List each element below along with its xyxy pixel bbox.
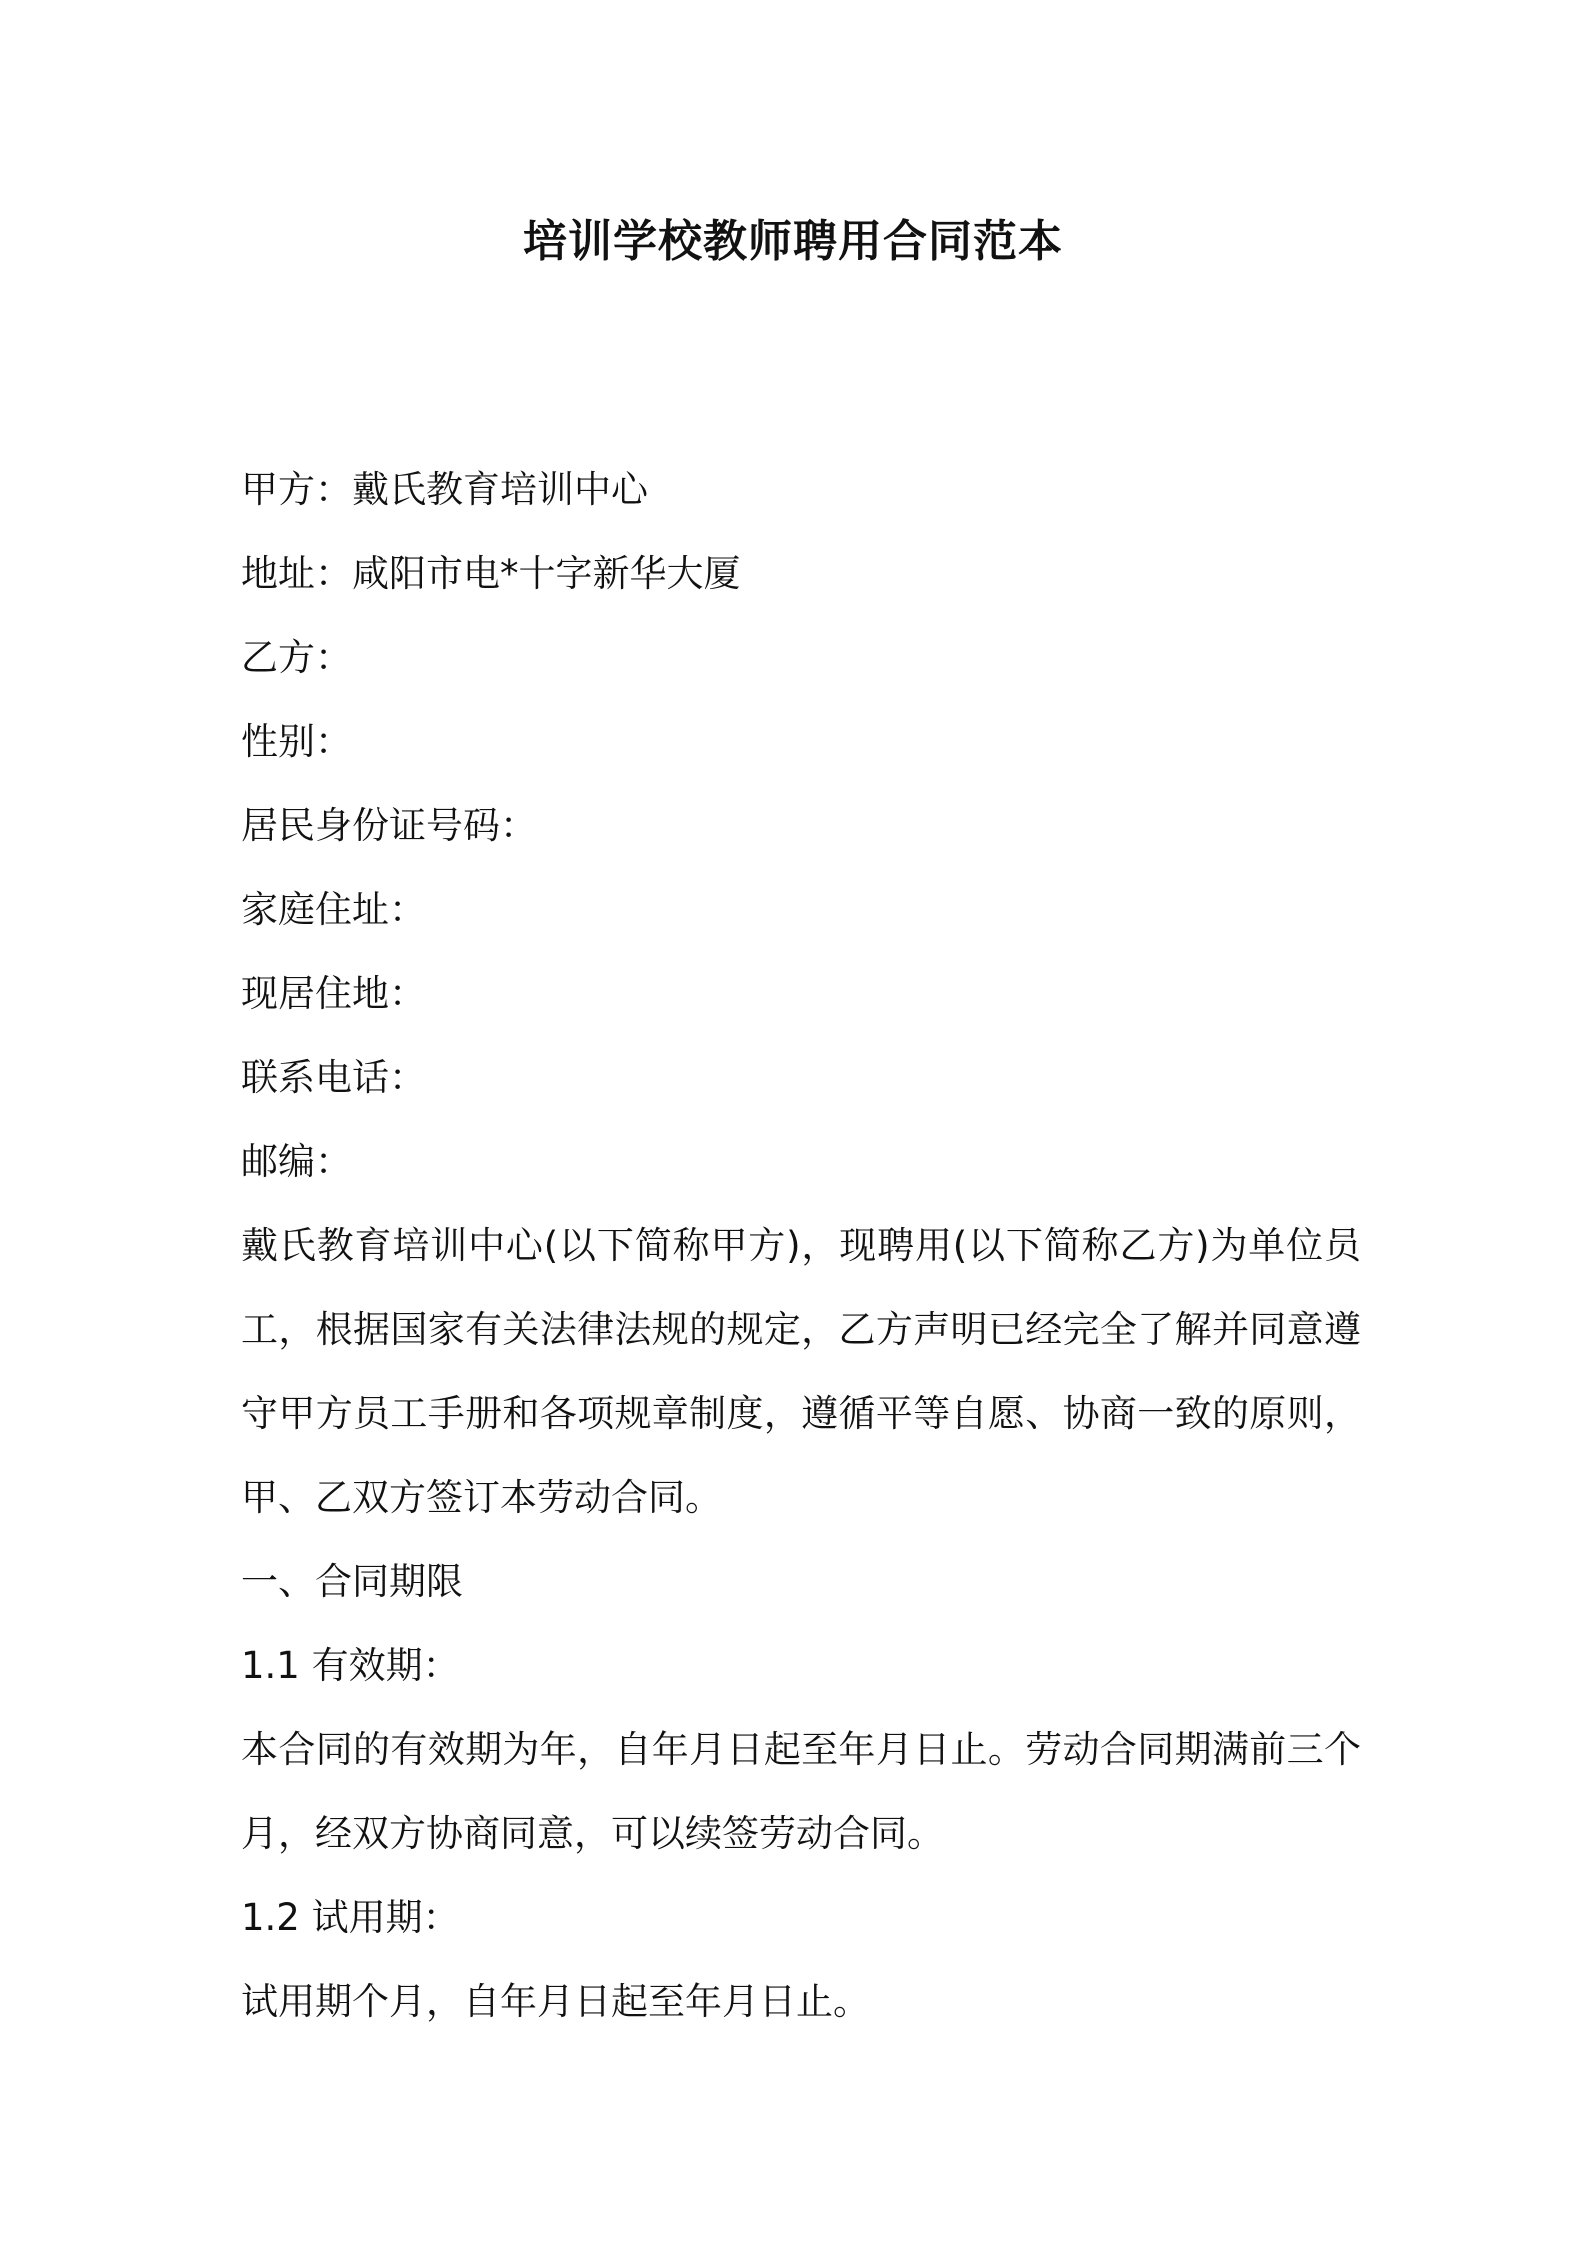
postcode-line: 邮编： bbox=[241, 1140, 352, 1183]
address-line: 地址：咸阳市电*十字新华大厦 bbox=[241, 552, 741, 595]
id-number-line: 居民身份证号码： bbox=[241, 804, 537, 847]
section-1-heading: 一、合同期限 bbox=[241, 1560, 463, 1603]
home-address-line: 家庭住址： bbox=[241, 888, 426, 931]
document-title: 培训学校教师聘用合同范本 bbox=[523, 216, 1063, 267]
clause-1-1-text: 本合同的有效期为年，自年月日起至年月日止。劳动合同期满前三个月，经双方协商同意，可以续签劳动合同。 bbox=[241, 1728, 1361, 1855]
clause-1-2-text: 试用期个月，自年月日起至年月日止。 bbox=[241, 1980, 870, 2023]
party-a-line: 甲方：戴氏教育培训中心 bbox=[241, 468, 648, 511]
gender-line: 性别： bbox=[241, 720, 352, 763]
phone-line: 联系电话： bbox=[241, 1056, 426, 1099]
clause-1-1-heading: 1.1 有效期： bbox=[241, 1644, 460, 1687]
party-b-line: 乙方： bbox=[241, 636, 352, 679]
current-address-line: 现居住地： bbox=[241, 972, 426, 1015]
intro-paragraph: 戴氏教育培训中心(以下简称甲方)，现聘用(以下简称乙方)为单位员工，根据国家有关法律法规的规定，乙方声明已经完全了解并同意遵守甲方员工手册和各项规章制度，遵循平等自愿、协商一致的原则，甲、乙双方签订本劳动合同。 bbox=[241, 1224, 1361, 1519]
clause-1-2-heading: 1.2 试用期： bbox=[241, 1896, 460, 1939]
document-body bbox=[241, 448, 1361, 2044]
